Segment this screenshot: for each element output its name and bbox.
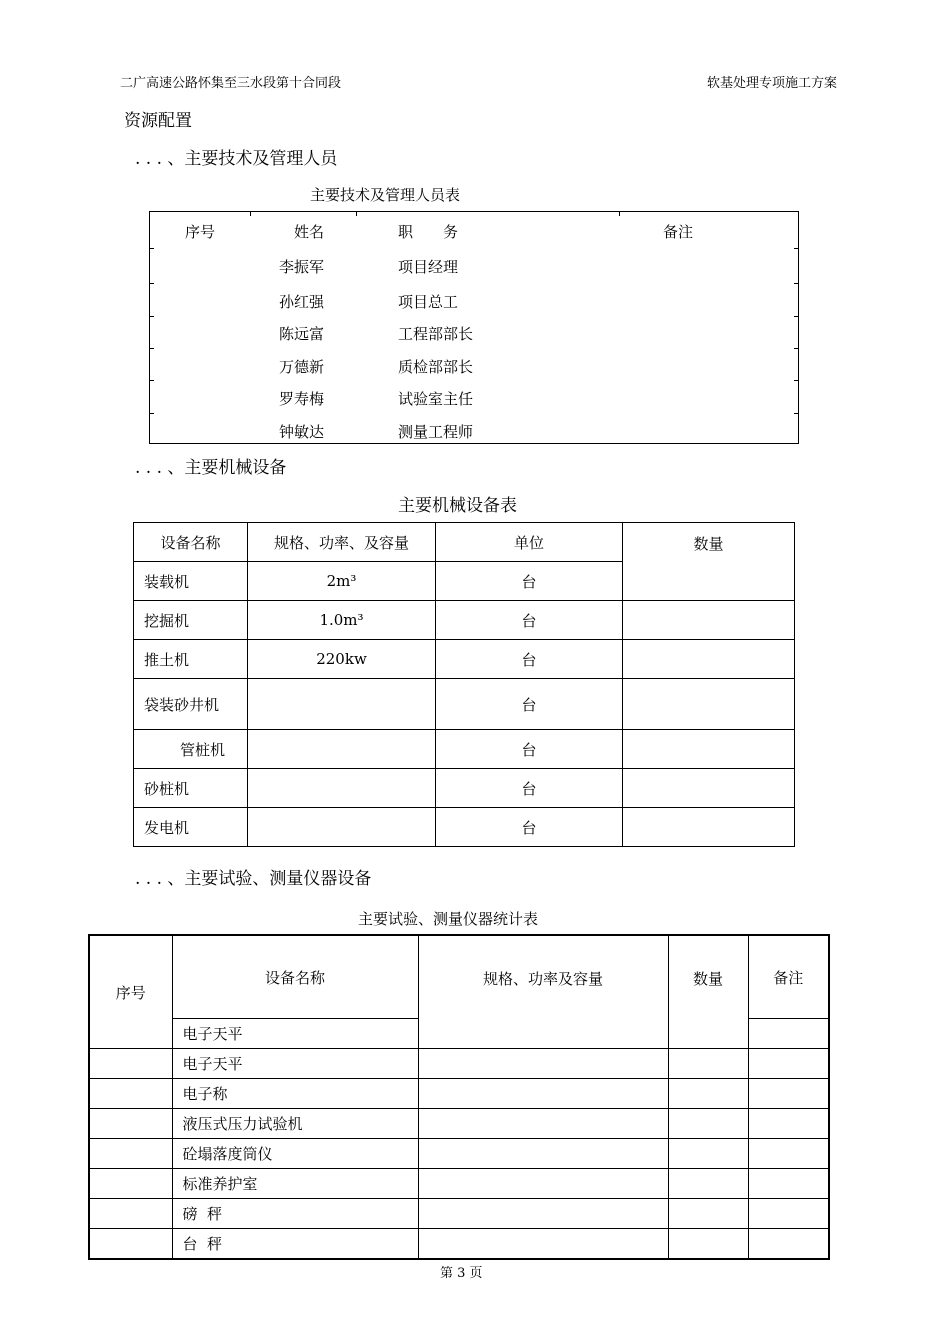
instrument-spec [418, 1109, 668, 1139]
person-name: 李振军 [279, 258, 325, 276]
instrument-quantity [668, 1169, 748, 1199]
row-tick [150, 248, 154, 249]
person-role: 项目经理 [398, 258, 459, 276]
header-document-title: 软基处理专项施工方案 [707, 76, 838, 91]
person-role: 项目总工 [398, 293, 459, 311]
instrument-name: 电子天平 [172, 1019, 418, 1049]
table-row [134, 808, 795, 847]
table-row [89, 935, 829, 1019]
table-row [89, 1199, 829, 1229]
row-tick [794, 348, 798, 349]
table-row [89, 1049, 829, 1079]
table-row [89, 1169, 829, 1199]
row-tick [794, 413, 798, 414]
instruments-table [88, 934, 830, 1260]
instrument-quantity [668, 1199, 748, 1229]
person-role: 测量工程师 [398, 423, 474, 441]
row-tick [150, 283, 154, 284]
instrument-spec [418, 1229, 668, 1260]
instrument-index [89, 1079, 172, 1109]
equipment-quantity [623, 808, 795, 847]
row-tick [794, 283, 798, 284]
instrument-name: 电子天平 [172, 1049, 418, 1079]
table-row [134, 730, 795, 769]
equipment-unit: 台 [436, 679, 623, 730]
col-header-spec: 规格、功率、及容量 [248, 523, 436, 562]
col-header-equipment: 设备名称 [172, 935, 418, 1019]
equipment-name: 挖掘机 [134, 601, 248, 640]
person-name: 孙红强 [279, 293, 325, 311]
table-row [89, 1229, 829, 1260]
instrument-name: 液压式压力试验机 [172, 1109, 418, 1139]
table-row [134, 640, 795, 679]
col-header-unit: 单位 [436, 523, 623, 562]
col-header-quantity: 数量 [668, 935, 748, 1049]
instrument-spec [418, 1169, 668, 1199]
instrument-quantity [668, 1139, 748, 1169]
row-tick [794, 248, 798, 249]
instrument-name: 磅 秤 [172, 1199, 418, 1229]
instrument-name: 砼塌落度筒仪 [172, 1139, 418, 1169]
equipment-name: 发电机 [134, 808, 248, 847]
instrument-index [89, 1139, 172, 1169]
instrument-quantity [668, 1049, 748, 1079]
equipment-quantity [623, 679, 795, 730]
col-sep [250, 212, 251, 216]
instrument-quantity [668, 1109, 748, 1139]
machinery-table-caption: 主要机械设备表 [398, 496, 517, 516]
instrument-index [89, 1169, 172, 1199]
equipment-quantity [623, 640, 795, 679]
equipment-spec: 220kw [248, 640, 436, 679]
equipment-name: 袋装砂井机 [134, 679, 248, 730]
personnel-table-caption: 主要技术及管理人员表 [310, 186, 461, 204]
equipment-unit: 台 [436, 601, 623, 640]
instrument-spec [418, 1199, 668, 1229]
col-header-quantity: 数量 [623, 523, 795, 601]
equipment-unit: 台 [436, 730, 623, 769]
equipment-name: 推土机 [134, 640, 248, 679]
instrument-index [89, 1199, 172, 1229]
col-header-name: 姓名 [294, 223, 325, 241]
col-header-position: 职 务 [398, 223, 459, 241]
equipment-unit: 台 [436, 769, 623, 808]
col-sep [619, 212, 620, 216]
col-header-equipment: 设备名称 [134, 523, 248, 562]
instrument-remark [748, 1139, 829, 1169]
page-number: 第 3 页 [440, 1266, 483, 1281]
instrument-remark [748, 1019, 829, 1049]
equipment-spec [248, 769, 436, 808]
equipment-name: 装载机 [134, 562, 248, 601]
instrument-remark [748, 1109, 829, 1139]
instrument-remark [748, 1199, 829, 1229]
equipment-name: 砂桩机 [134, 769, 248, 808]
row-tick [150, 380, 154, 381]
person-name: 罗寿梅 [279, 390, 325, 408]
row-tick [794, 316, 798, 317]
table-row [134, 523, 795, 562]
machinery-table [133, 522, 795, 847]
col-header-remark: 备注 [663, 223, 694, 241]
col-sep [356, 212, 357, 216]
equipment-spec [248, 808, 436, 847]
instrument-remark [748, 1079, 829, 1109]
row-tick [794, 380, 798, 381]
personnel-heading: . . . 、主要技术及管理人员 [135, 149, 338, 169]
instrument-spec [418, 1079, 668, 1109]
section-title: 资源配置 [124, 111, 192, 131]
row-tick [150, 413, 154, 414]
person-name: 陈远富 [279, 325, 325, 343]
personnel-table [149, 211, 799, 444]
instrument-spec [418, 1139, 668, 1169]
person-role: 工程部部长 [398, 325, 474, 343]
table-row [134, 601, 795, 640]
machinery-heading: . . . 、主要机械设备 [135, 458, 287, 478]
instrument-name: 台 秤 [172, 1229, 418, 1260]
instrument-quantity [668, 1079, 748, 1109]
table-row [89, 1079, 829, 1109]
table-row [134, 769, 795, 808]
instrument-remark [748, 1229, 829, 1260]
person-role: 质检部部长 [398, 358, 474, 376]
person-name: 钟敏达 [279, 423, 325, 441]
instrument-spec [418, 1049, 668, 1079]
equipment-unit: 台 [436, 562, 623, 601]
table-row [89, 1109, 829, 1139]
col-header-remark: 备注 [748, 935, 829, 1019]
instrument-index [89, 1109, 172, 1139]
col-header-index: 序号 [185, 223, 216, 241]
equipment-unit: 台 [436, 808, 623, 847]
col-header-spec: 规格、功率及容量 [418, 935, 668, 1049]
instrument-remark [748, 1169, 829, 1199]
instrument-name: 标准养护室 [172, 1169, 418, 1199]
instrument-index [89, 1049, 172, 1079]
instrument-name: 电子称 [172, 1079, 418, 1109]
table-row [89, 1139, 829, 1169]
equipment-spec: 2m³ [248, 562, 436, 601]
header-project-name: 二广高速公路怀集至三水段第十合同段 [120, 76, 342, 91]
row-tick [150, 316, 154, 317]
instrument-remark [748, 1049, 829, 1079]
equipment-spec [248, 730, 436, 769]
equipment-quantity [623, 730, 795, 769]
instrument-index [89, 1229, 172, 1260]
equipment-quantity [623, 769, 795, 808]
instrument-quantity [668, 1229, 748, 1260]
instruments-table-caption: 主要试验、测量仪器统计表 [358, 910, 539, 928]
equipment-quantity [623, 601, 795, 640]
row-tick [150, 348, 154, 349]
equipment-name: 管桩机 [134, 730, 248, 769]
instruments-heading: . . . 、主要试验、测量仪器设备 [135, 869, 372, 889]
col-header-index: 序号 [89, 935, 172, 1049]
equipment-spec: 1.0m³ [248, 601, 436, 640]
person-name: 万德新 [279, 358, 325, 376]
equipment-spec [248, 679, 436, 730]
equipment-unit: 台 [436, 640, 623, 679]
person-role: 试验室主任 [398, 390, 474, 408]
table-row [134, 679, 795, 730]
